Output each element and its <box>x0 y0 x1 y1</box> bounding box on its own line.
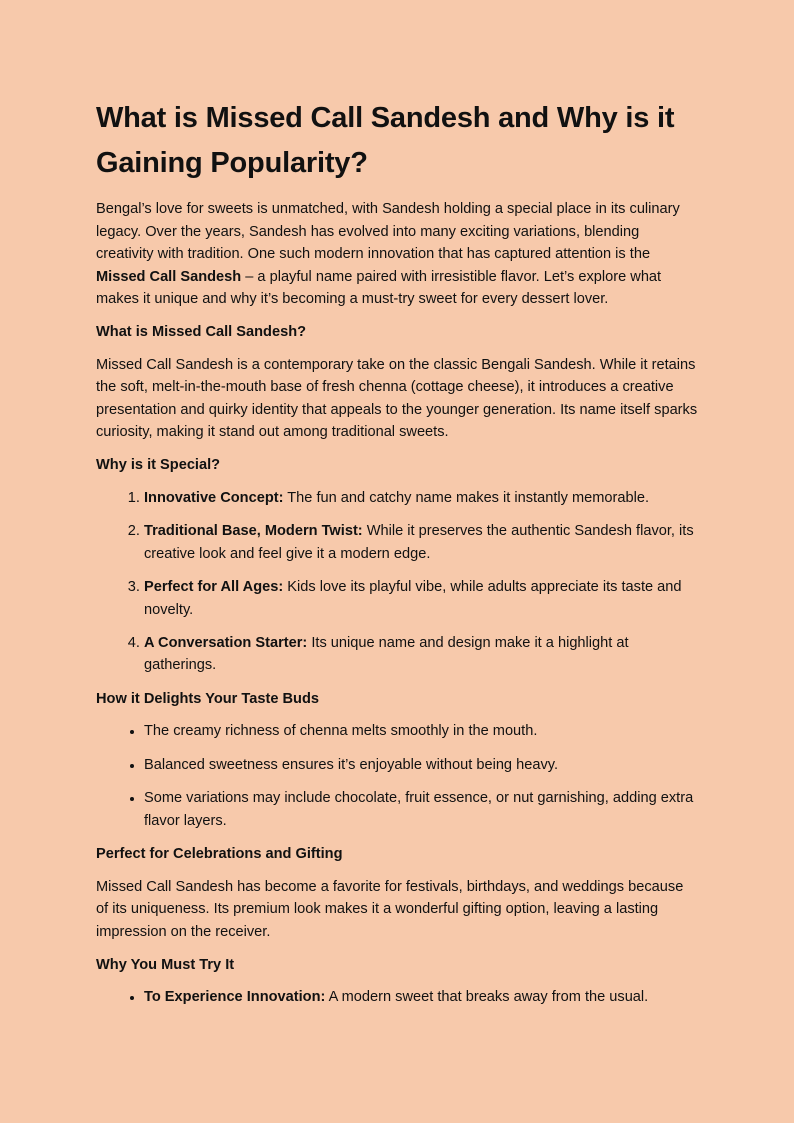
section-heading-celebrations: Perfect for Celebrations and Gifting <box>96 846 343 863</box>
list-item <box>144 576 698 621</box>
list-item-text: While it preserves the authentic Sandesh flavor, its creative look and feel give it a modern edge. <box>144 522 694 562</box>
list-item <box>144 520 698 565</box>
try-bullet-list <box>96 986 698 1009</box>
intro-bold-term: Missed Call Sandesh <box>96 268 242 285</box>
list-item-bold: Perfect for All Ages: <box>144 578 284 595</box>
list-item-text: The fun and catchy name makes it instantly memorable. <box>283 489 650 506</box>
list-item-text: Kids love its playful vibe, while adults appreciate its taste and novelty. <box>144 578 682 618</box>
section-paragraph-what: Missed Call Sandesh is a contemporary take on the classic Bengali Sandesh. While it retains the soft, melt-in-the-mouth base of fresh chenna (cottage cheese), it introduces a creative presentation and quirky identity that appeals to the younger generation. Its name itself sparks curiosity, making it stand out among traditional sweets. <box>96 356 698 441</box>
section-heading-special: Why is it Special? <box>96 456 221 473</box>
list-item-text: Its unique name and design make it a highlight at gatherings. <box>144 634 629 674</box>
list-item <box>144 487 698 510</box>
section-heading-try: Why You Must Try It <box>96 956 235 973</box>
special-numbered-list <box>96 487 698 678</box>
intro-paragraph <box>96 198 698 311</box>
section-paragraph-celebrations: Missed Call Sandesh has become a favorite for festivals, birthdays, and weddings because of its uniqueness. Its premium look makes it a wonderful gifting option, leaving a lasting impression on the receiver. <box>96 878 684 941</box>
list-item: • Some variations may include chocolate, fruit essence, or nut garnishing, adding extra flavor layers. <box>144 787 698 832</box>
list-item-bold: A Conversation Starter: <box>144 634 308 651</box>
list-item: • The creamy richness of chenna melts smoothly in the mouth. <box>144 720 698 743</box>
intro-text-before: Bengal’s love for sweets is unmatched, with Sandesh holding a special place in its culinary legacy. Over the years, Sandesh has evolved into many exciting variations, blending creativity with tradition. One such modern innovation that has captured attention is the <box>96 201 680 263</box>
section-heading-taste: How it Delights Your Taste Buds <box>96 690 319 707</box>
list-item: • Balanced sweetness ensures it’s enjoyable without being heavy. <box>144 754 698 777</box>
list-item-bold: To Experience Innovation: <box>144 989 326 1006</box>
article-title: What is Missed Call Sandesh and Why is it Gaining Popularity? <box>96 102 675 179</box>
list-item <box>144 986 698 1009</box>
list-item <box>144 632 698 677</box>
taste-bullet-list <box>96 720 698 832</box>
list-item-bold: Traditional Base, Modern Twist: <box>144 522 363 539</box>
list-item-bold: Innovative Concept: <box>144 489 284 506</box>
intro-text-after: – a playful name paired with irresistible flavor. Let’s explore what makes it unique and why it’s becoming a must-try sweet for every dessert lover. <box>96 268 662 308</box>
list-item-text: A modern sweet that breaks away from the usual. <box>325 989 649 1006</box>
section-heading-what: What is Missed Call Sandesh? <box>96 323 307 340</box>
